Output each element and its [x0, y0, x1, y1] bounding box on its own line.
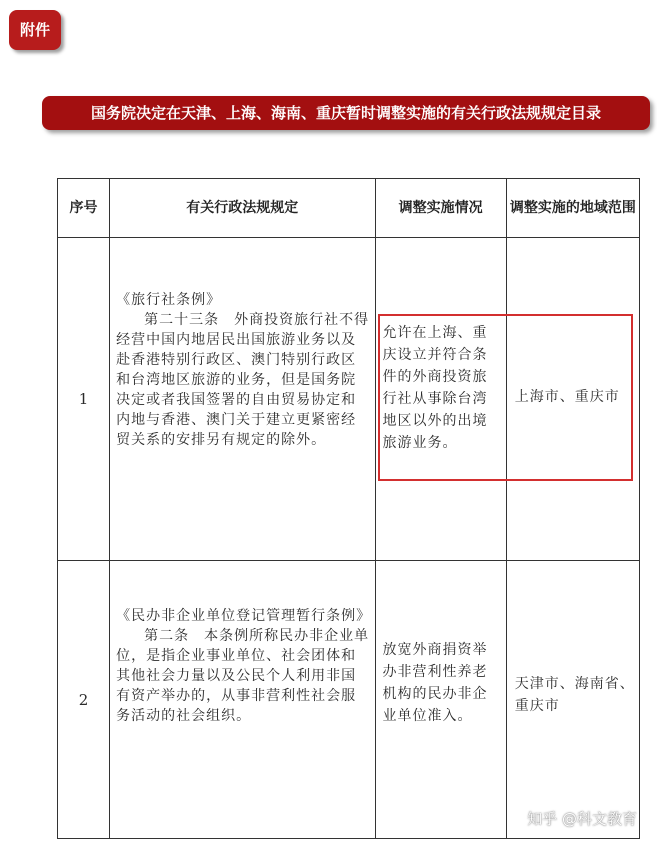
regulation-cell: [110, 238, 375, 561]
area-text: 天津市、海南省、重庆市: [514, 676, 635, 714]
regulation-title: 《旅行社条例》: [116, 292, 222, 308]
area-text: 上海市、重庆市: [514, 389, 620, 405]
header-situation: 调整实施情况: [375, 179, 506, 238]
document-title-banner: 国务院决定在天津、上海、海南、重庆暂时调整实施的有关行政法规规定目录: [42, 96, 650, 130]
row-serial-number: 2: [58, 561, 110, 839]
table-header-row: [58, 179, 640, 238]
regulation-table: [57, 178, 640, 839]
situation-text: 放宽外商捐资举办非营利性养老机构的民办非企业单位准入。: [382, 642, 488, 724]
regulation-article: 第二十三条 外商投资旅行社不得经营中国内地居民出国旅游业务以及赴香港特别行政区、澳门特别行政区和台湾地区旅游的业务，但是国务院决定或者我国签署的自由贸易协定和内地与香港、澳门关于建立更紧密经贸关系的安排另有规定的除外。: [116, 312, 370, 448]
area-cell: [506, 561, 639, 839]
regulation-title: 《民办非企业单位登记管理暂行条例》: [116, 608, 372, 624]
regulation-cell: [110, 561, 375, 839]
situation-cell: [375, 561, 506, 839]
watermark: 知乎 @科文教育: [527, 810, 637, 828]
header-serial-number: 序号: [58, 179, 110, 238]
highlight-box: [378, 314, 633, 481]
header-regulation: 有关行政法规规定: [110, 179, 375, 238]
attachment-badge: 附件: [9, 10, 61, 50]
header-area: 调整实施的地域范围: [506, 179, 639, 238]
table-row: [58, 561, 640, 839]
row-serial-number: 1: [58, 238, 110, 561]
situation-text: 允许在上海、重庆设立并符合条件的外商投资旅行社从事除台湾地区以外的出境旅游业务。: [382, 325, 488, 451]
regulation-article: 第二条 本条例所称民办非企业单位，是指企业事业单位、社会团体和其他社会力量以及公民个人利用非国有资产举办的，从事非营利性社会服务活动的社会组织。: [116, 628, 370, 724]
